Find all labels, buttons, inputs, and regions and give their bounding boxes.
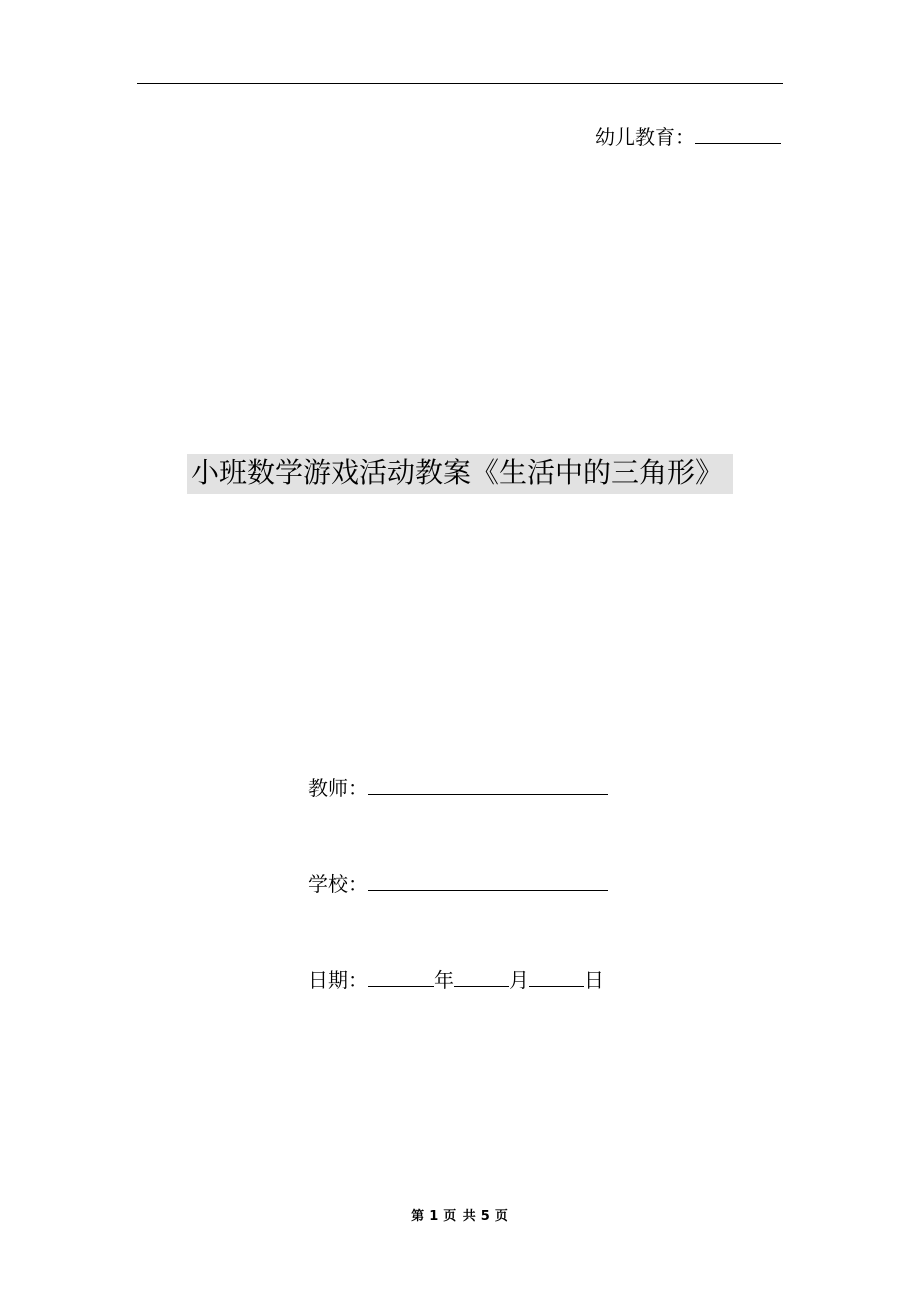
- header-rule: [137, 83, 783, 84]
- teacher-field: [308, 775, 608, 801]
- page-footer: [0, 1208, 920, 1226]
- page-current: 1: [429, 1209, 440, 1224]
- school-field: [308, 871, 608, 897]
- school-label: 学校：: [308, 872, 368, 896]
- category-line: [595, 124, 781, 150]
- date-field: [308, 967, 604, 993]
- date-label: 日期：: [308, 968, 368, 992]
- page-total: 5: [480, 1209, 491, 1224]
- category-blank[interactable]: [695, 125, 781, 144]
- teacher-label: 教师：: [308, 776, 368, 800]
- footer-prefix: 第: [411, 1209, 426, 1224]
- footer-suffix: 页: [494, 1209, 509, 1224]
- category-label: 幼儿教育：: [595, 125, 695, 149]
- day-blank[interactable]: [529, 968, 584, 987]
- title-block: [0, 454, 920, 494]
- year-blank[interactable]: [368, 968, 434, 987]
- school-blank[interactable]: [368, 872, 608, 891]
- teacher-blank[interactable]: [368, 776, 608, 795]
- month-unit: 月: [509, 968, 529, 992]
- document-title: 小班数学游戏活动教案《生活中的三角形》: [187, 454, 733, 494]
- month-blank[interactable]: [454, 968, 509, 987]
- footer-middle: 页 共: [443, 1209, 477, 1224]
- year-unit: 年: [434, 968, 454, 992]
- day-unit: 日: [584, 968, 604, 992]
